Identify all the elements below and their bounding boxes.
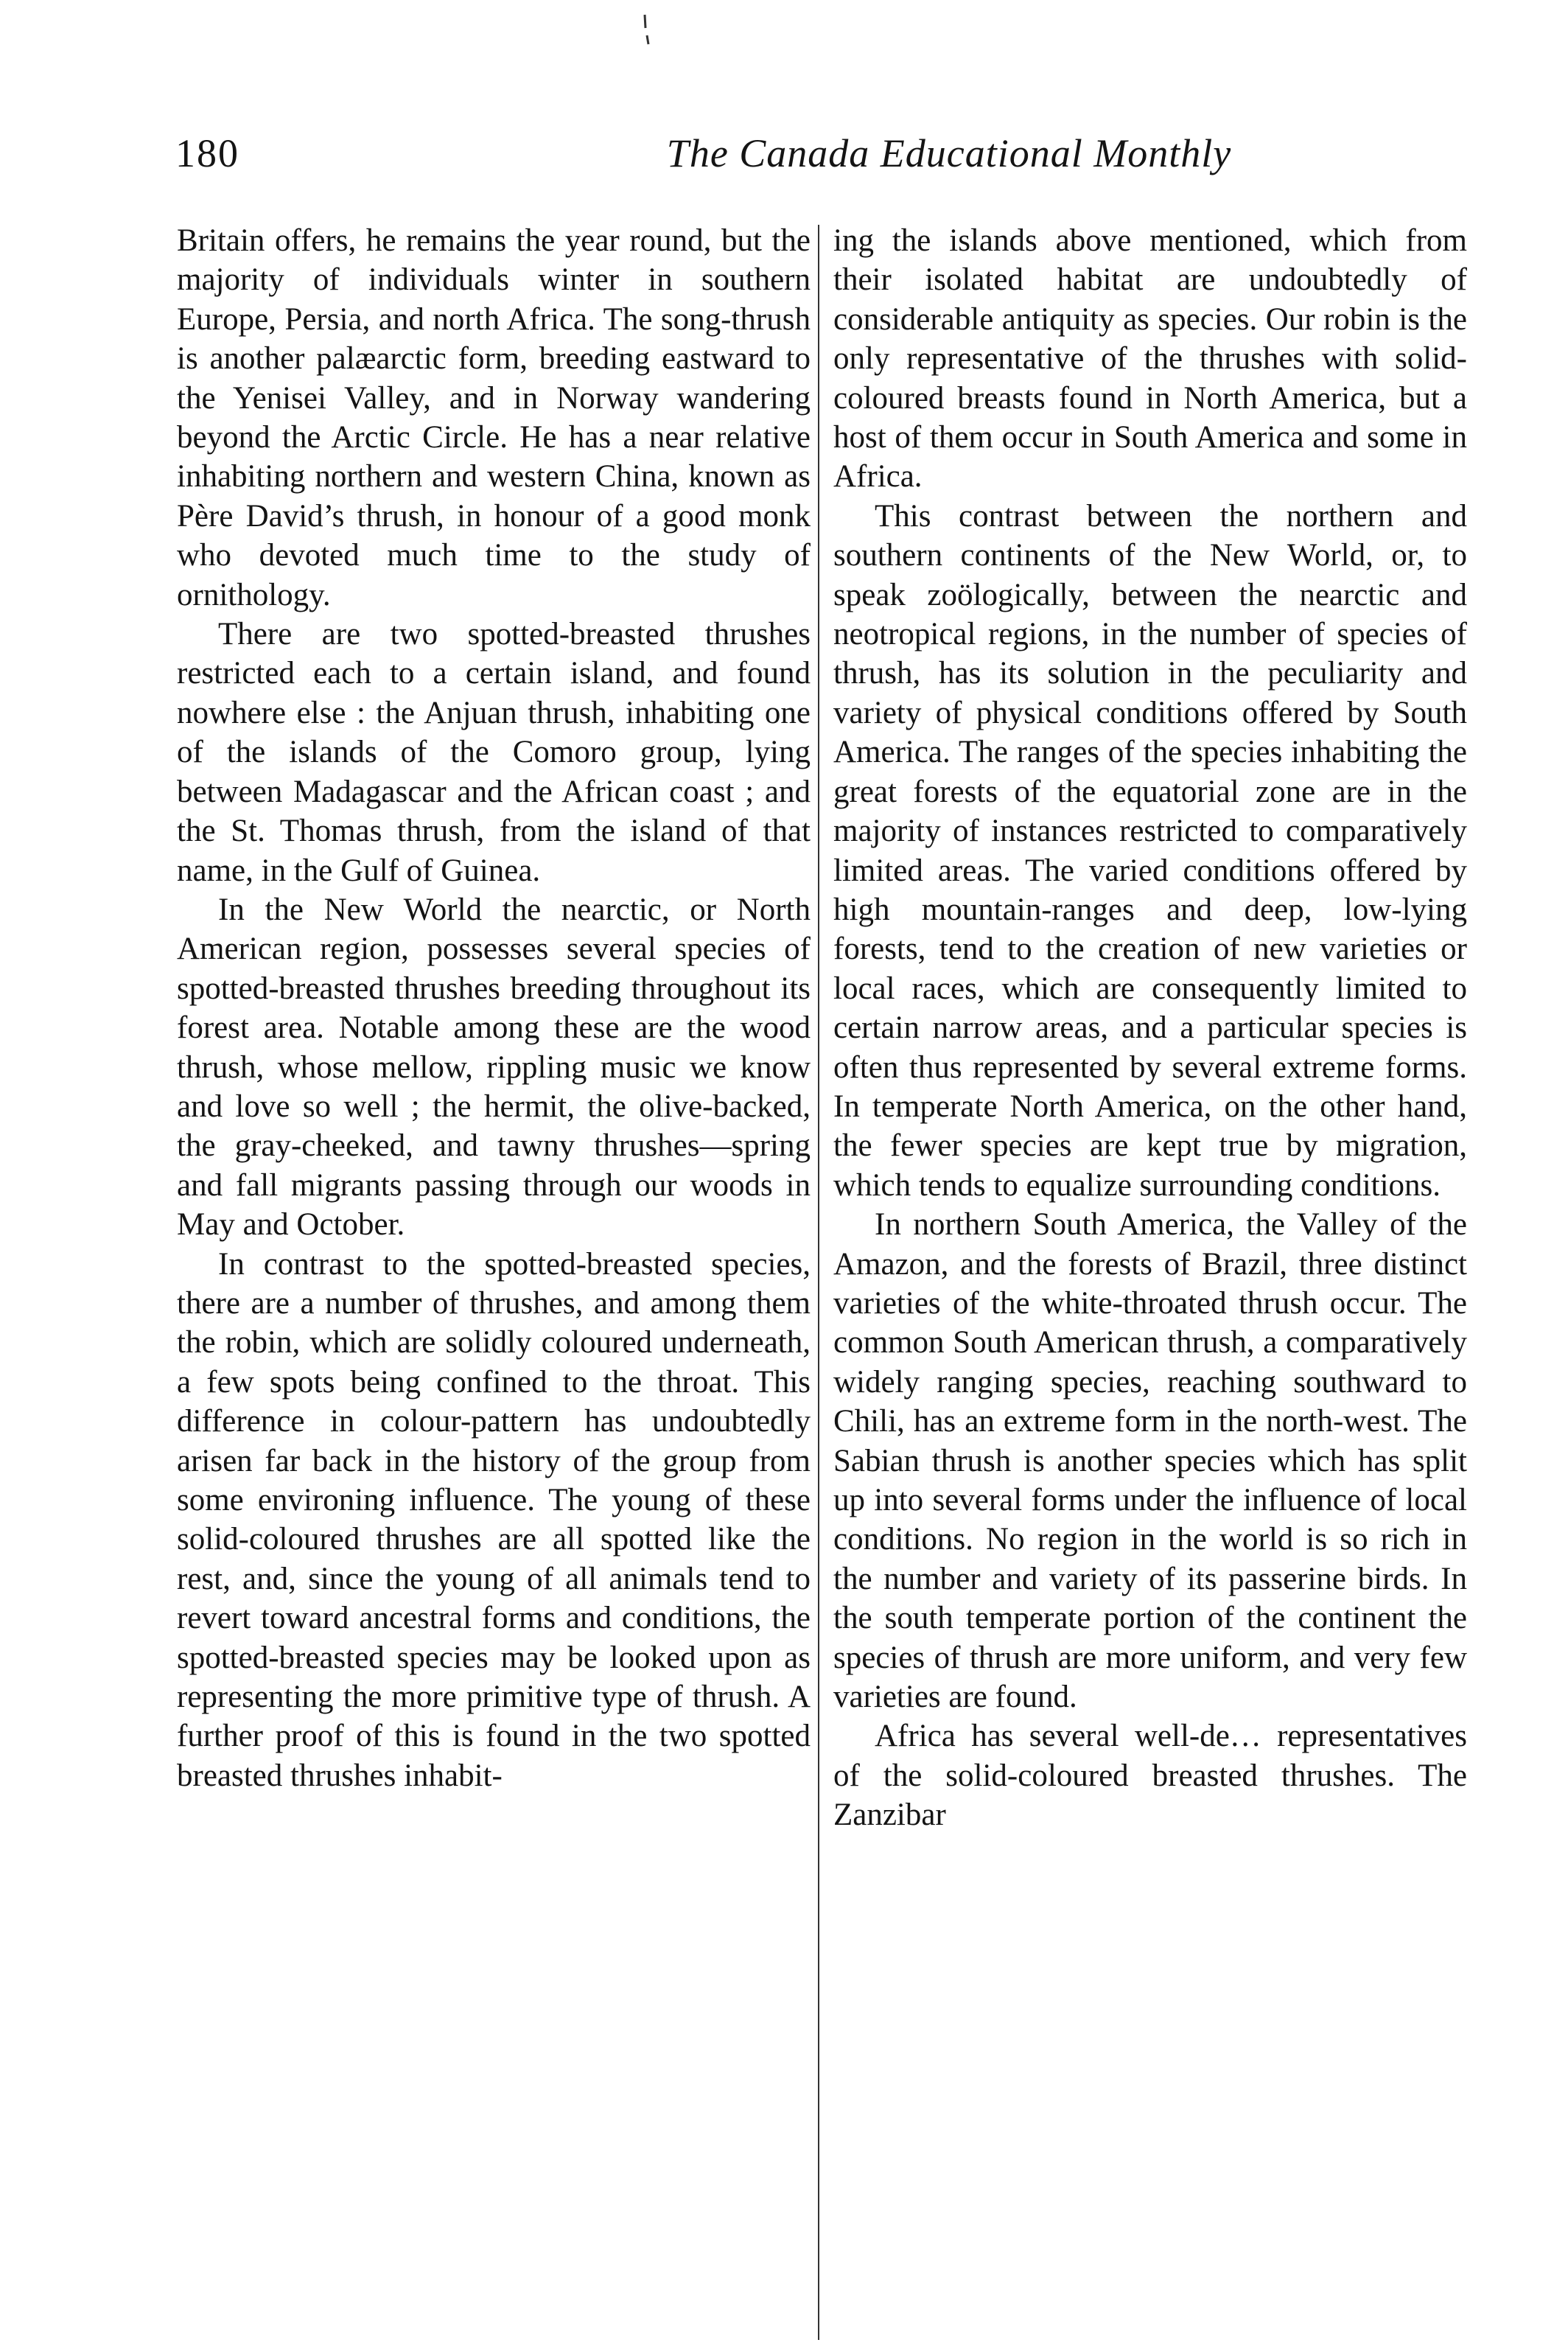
paragraph: In the New World the nearctic, or North American region, possesses several species of spotted-breasted thrushes breeding throughout its forest area. Notable among these are the wood thrush, whose mellow, rippling music we know and love so well ; the hermit, the olive-backed, the gray-cheeked, and tawny thrushes—spring and fall migrants passing through our woods in May and October. bbox=[177, 892, 811, 1243]
column-divider bbox=[818, 225, 819, 2340]
page-number: 180 bbox=[175, 131, 239, 175]
paragraph: There are two spotted-breasted thrushes restricted each to a certain island, and found nowhere else : the Anjuan thrush, inhabiting one of the islands of the Comoro group, lying between Madagascar and the African coast ; and the St. Thomas thrush, from the island of that name, in the Gulf of Guinea. bbox=[177, 617, 811, 888]
ink-speck-mark bbox=[643, 13, 650, 46]
running-title: The Canada Educational Monthly bbox=[666, 131, 1232, 175]
paragraph: Britain offers, he remains the year round, but the majority of individuals winter in southern Europe, Persia, and north Africa. The song-thrush is another palæarctic form, breeding eastward to the Yenisei Valley, and in Norway wandering beyond the Arctic Circle. He has a near relative inhabiting northern and western China, known as Père David’s thrush, in honour of a good monk who devoted much time to the study of ornithology. bbox=[177, 223, 811, 612]
right-column bbox=[833, 221, 1467, 1835]
paragraph: This contrast between the northern and southern continents of the New World, or, to speak zoölogically, between the nearctic and neotropical regions, in the number of species of thrush, has its solution in the peculiarity and variety of physical conditions offered by South America. The ranges of the species inhabiting the great forests of the equatorial zone are in the majority of instances restricted to comparatively limited areas. The varied conditions offered by high mountain-ranges and deep, low-lying forests, tend to the creation of new varieties or local races, which are consequently limited to certain narrow areas, and a particular species is often thus represented by several extreme forms. In temperate North America, on the other hand, the fewer species are kept true by migration, which tends to equalize surrounding conditions. bbox=[833, 498, 1467, 1203]
paragraph: In northern South America, the Valley of the Amazon, and the forests of Brazil, three distinct varieties of the white-throated thrush occur. The common South American thrush, a comparatively widely ranging species, reaching southward to Chili, has an extreme form in the north-west. The Sabian thrush is another species which has split up into several forms under the influence of local conditions. No region in the world is so rich in the number and variety of its passerine birds. In the south temperate portion of the continent the species of thrush are more uniform, and very few varieties are found. bbox=[833, 1207, 1467, 1715]
left-column bbox=[177, 221, 811, 1795]
paragraph: ing the islands above mentioned, which from their isolated habitat are undoubtedly of considerable antiquity as species. Our robin is the only representative of the thrushes with solid-coloured breasts found in North America, but a host of them occur in South America and some in Africa. bbox=[833, 223, 1467, 495]
page-header bbox=[175, 124, 1457, 183]
paragraph: In contrast to the spotted-breasted species, there are a number of thrushes, and among them the robin, which are solidly coloured underneath, a few spots being confined to the throat. This difference in colour-pattern has undoubtedly arisen far back in the history of the group from some environing influence. The young of these solid-coloured thrushes are all spotted like the rest, and, since the young of all animals tend to revert toward ancestral forms and conditions, the spotted-breasted species may be looked upon as representing the more primitive type of thrush. A further proof of this is found in the two spotted breasted thrushes inhabit- bbox=[177, 1246, 811, 1793]
paragraph: Africa has several well-de… representatives of the solid-coloured breasted thrushes. The Zanzibar bbox=[833, 1719, 1467, 1833]
